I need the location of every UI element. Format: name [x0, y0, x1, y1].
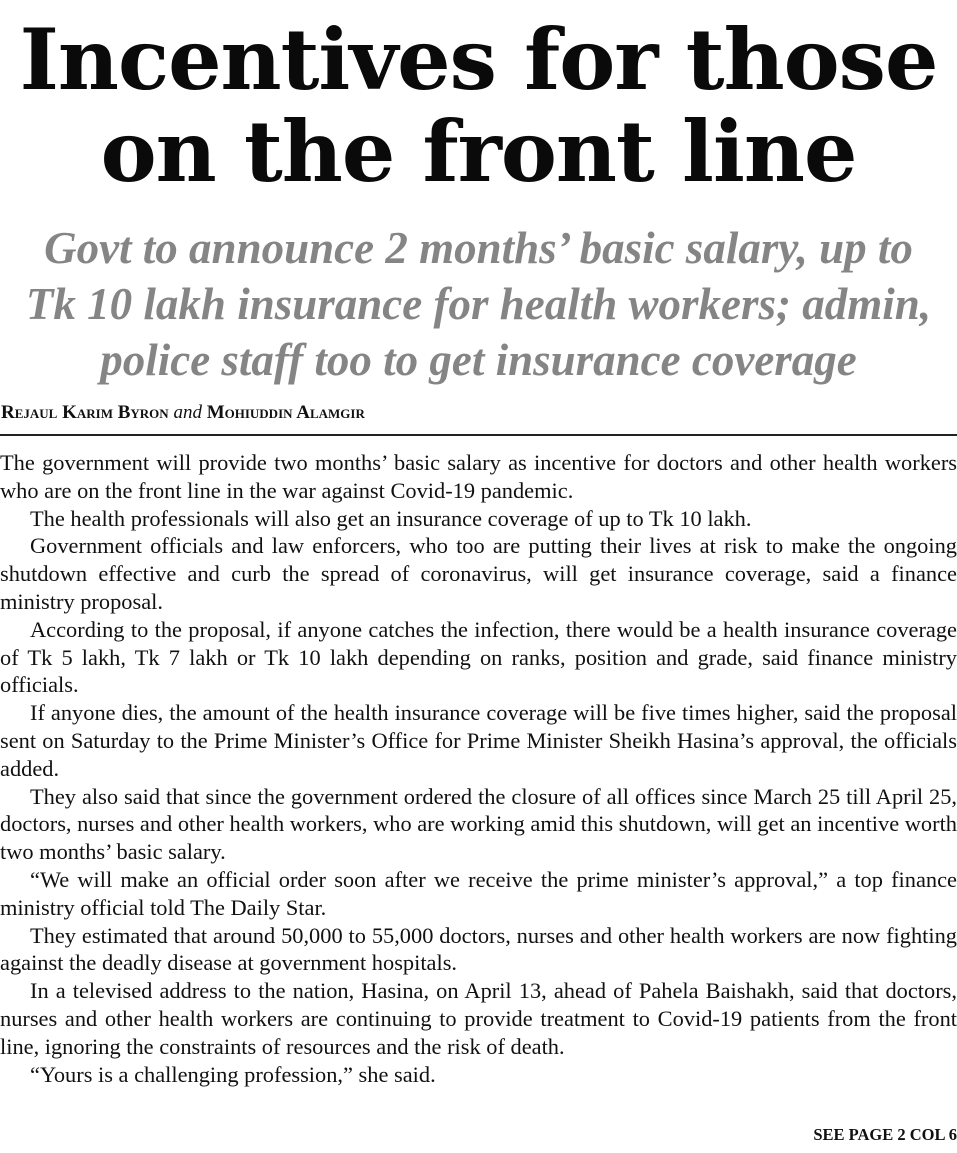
headline	[0, 10, 957, 201]
headline-line-1: Incentives for those	[19, 10, 938, 109]
article-paragraph: If anyone dies, the amount of the health insurance coverage will be five times higher, said the proposal sent on Saturday to the Prime Minister’s Office for Prime Minister Sheikh Hasina’s approval, the officials added.	[0, 700, 957, 781]
article-paragraph: “Yours is a challenging profession,” she said.	[30, 1061, 436, 1087]
byline-author-2: Mohiuddin Alamgir	[206, 402, 365, 423]
subheadline-line-2: Tk 10 lakh insurance for health workers; admin,	[25, 279, 932, 329]
article-paragraph: The health professionals will also get an insurance coverage of up to Tk 10 lakh.	[30, 505, 752, 531]
byline-author-1: Rejaul Karim Byron	[1, 402, 169, 423]
continuation-reference: SEE PAGE 2 COL 6	[813, 1125, 957, 1144]
byline-conjunction: and	[173, 402, 202, 423]
subheadline-line-1: Govt to announce 2 months’ basic salary, up to	[44, 223, 913, 273]
article-paragraph: According to the proposal, if anyone catches the infection, there would be a health insurance coverage of Tk 5 lakh, Tk 7 lakh or Tk 10 lakh depending on ranks, position and grade, said finance ministry officials.	[0, 616, 957, 698]
article-paragraph: They estimated that around 50,000 to 55,000 doctors, nurses and other health workers are now fighting against the deadly disease at government hospitals.	[0, 922, 957, 976]
article-paragraph: Government officials and law enforcers, who too are putting their lives at risk to make the ongoing shutdown effective and curb the spread of coronavirus, will get insurance coverage, said a finance ministry proposal.	[0, 533, 957, 614]
subheadline-line-3: police staff too to get insurance coverage	[100, 335, 857, 385]
article-paragraph: “We will make an official order soon after we receive the prime minister’s approval,” a top finance ministry official told The Daily Star.	[0, 866, 957, 920]
subheadline	[0, 220, 957, 388]
headline-line-2: on the front line	[100, 102, 857, 201]
article-body	[0, 449, 957, 1088]
byline	[1, 402, 365, 424]
article-paragraph: In a televised address to the nation, Hasina, on April 13, ahead of Pahela Baishakh, said that doctors, nurses and other health workers are continuing to provide treatment to Covid-19 patients from the front line, ignoring the constraints of resources and the risk of death.	[0, 978, 957, 1059]
article-paragraph: The government will provide two months’ basic salary as incentive for doctors and other health workers who are on the front line in the war against Covid-19 pandemic.	[0, 450, 957, 503]
article-paragraph: They also said that since the government ordered the closure of all offices since March 25 till April 25, doctors, nurses and other health workers, who are working amid this shutdown, will get an incentive worth two months’ basic salary.	[0, 783, 957, 865]
byline-divider	[0, 434, 957, 436]
